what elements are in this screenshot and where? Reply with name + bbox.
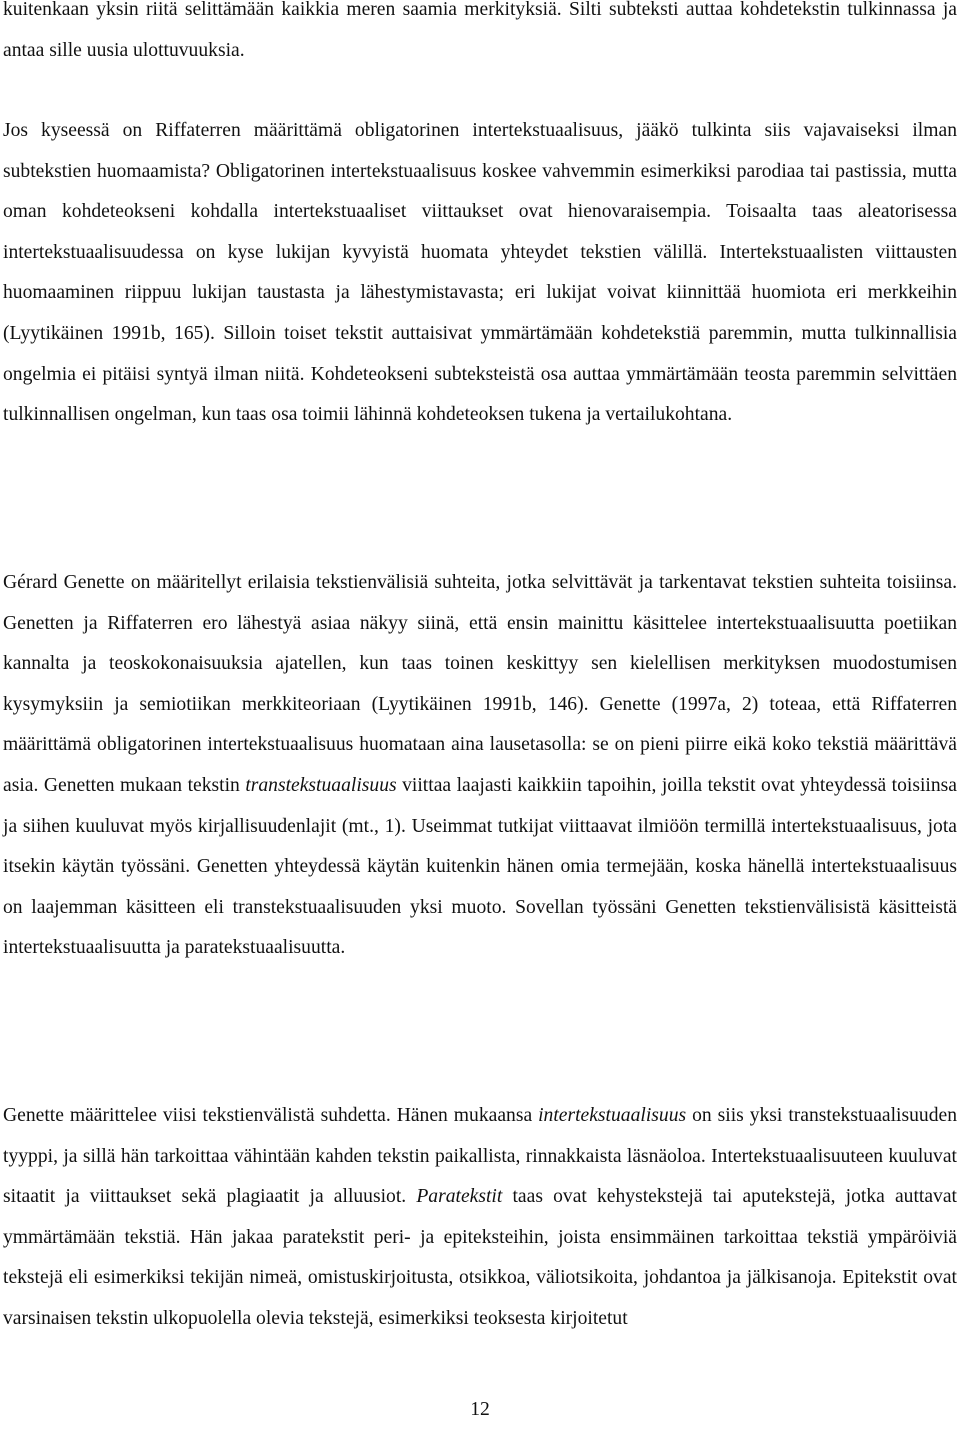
paragraph-4-text-c: taas ovat kehystekstejä tai aputekstejä, jotka auttavat ymmärtämään tekstiä. Hän jakaa paratekstit peri- ja epiteksteihin, joista ensimmäinen tarkoittaa tekstiä ympäröiviä tekstejä eli esimerkiksi tekijän nimeä, omistuskirjoitusta, otsikkoa, väliotsikoita, johdantoa ja jälkisanoja. Epitekstit ovat varsinaisen tekstin ulkopuolella olevia tekstejä, esimerkiksi teoksesta kirjoitetut: [3, 1186, 957, 1329]
term-intertekstuaalisuus: intertekstuaalisuus: [538, 1105, 687, 1126]
page-number: 12: [470, 1399, 490, 1420]
paragraph-1: [3, 0, 957, 71]
paragraph-4: [3, 1096, 957, 1340]
term-transtekstuaalisuus: transtekstuaalisuus: [245, 774, 397, 796]
paragraph-2-text: Jos kyseessä on Riffaterren määrittämä obligatorinen intertekstuaalisuus, jääkö tulkinta siis vajavaiseksi ilman subtekstien huomaamista? Obligatorinen intertekstuaalisuus koskee vahvemmin esimerkiksi parodiaa tai pastissia, mutta oman kohdeteokseni kohdalla intertekstuaaliset viittaukset ovat hienovaraisempia. Toisaalta taas aleatorisessa intertekstuaalisuudessa on kyse lukijan kyvyistä huomata yhteydet tekstien välillä. Intertekstuaalisten viittausten huomaaminen riippuu lukijan taustasta ja lähestymistavasta; eri lukijat voivat kiinnittää huomiota eri merkkeihin (Lyytikäinen 1991b, 165). Silloin toiset tekstit auttaisivat ymmärtämään kohdetekstiä paremmin, mutta tulkinnallisia ongelmia ei pitäisi syntyä ilman niitä. Kohdeteokseni subteksteistä osa auttaa ymmärtämään teosta paremmin selvittäen tulkinnallisen ongelman, kun taas osa toimii lähinnä kohdeteoksen tukena ja vertailukohtana.: [3, 120, 957, 426]
paragraph-3: [3, 563, 957, 969]
paragraph-3-text-a: Gérard Genette on määritellyt erilaisia tekstienvälisiä suhteita, jotka selvittävät ja tarkentavat tekstien suhteita toisiinsa. Genetten ja Riffaterren ero lähestyä asiaa näkyy siinä, että ensin mainittu käsittelee intertekstuaalisuutta poetiikan kannalta ja teoskokonaisuuksia ajatellen, kun taas toinen keskittyy sen kielellisen merkityksen muodostumisen kysymyksiin ja semiotiikan merkkiteoriaan (Lyytikäinen 1991b, 146). Genette (1997a, 2) toteaa, että Riffaterren määrittämä obligatorinen intertekstuaalisuus huomataan aina lausetasolla: se on pieni piirre eikä koko tekstiä määrittävä asia. Genetten mukaan tekstin: [3, 572, 957, 796]
paragraph-3-text-b: viittaa laajasti kaikkiin tapoihin, joilla tekstit ovat yhteydessä toisiinsa ja siihen kuuluvat myös kirjallisuudenlajit (mt., 1). Useimmat tutkijat viittaavat ilmiöön termillä intertekstuaalisuus, jota itsekin käytän työssäni. Genetten yhteydessä käytän kuitenkin hänen omia termejään, koska hänellä intertekstuaalisuus on laajemman käsitteen eli transtekstuaalisuuden yksi muoto. Sovellan työssäni Genetten tekstienvälisistä käsitteistä intertekstuaalisuutta ja paratekstuaalisuutta.: [3, 774, 957, 959]
paragraph-4-text-a: Genette määrittelee viisi tekstienvälistä suhdetta. Hänen mukaansa: [3, 1105, 539, 1126]
term-paratekstit: Paratekstit: [416, 1186, 503, 1208]
paragraph-2: [3, 111, 957, 436]
paragraph-4-text-b: on siis yksi transtekstuaalisuuden tyyppi, ja sillä hän tarkoittaa vähintään kahden tekstin paikallista, rinnakkaista läsnäoloa. Intertekstuaalisuuteen kuuluvat sitaatit ja viittaukset sekä plagiaatit ja alluusiot.: [3, 1105, 957, 1208]
paragraph-1-text: kuitenkaan yksin riitä selittämään kaikkia meren saamia merkityksiä. Silti subteksti auttaa kohdetekstin tulkinnassa ja antaa sille uusia ulottuvuuksia.: [3, 0, 957, 61]
